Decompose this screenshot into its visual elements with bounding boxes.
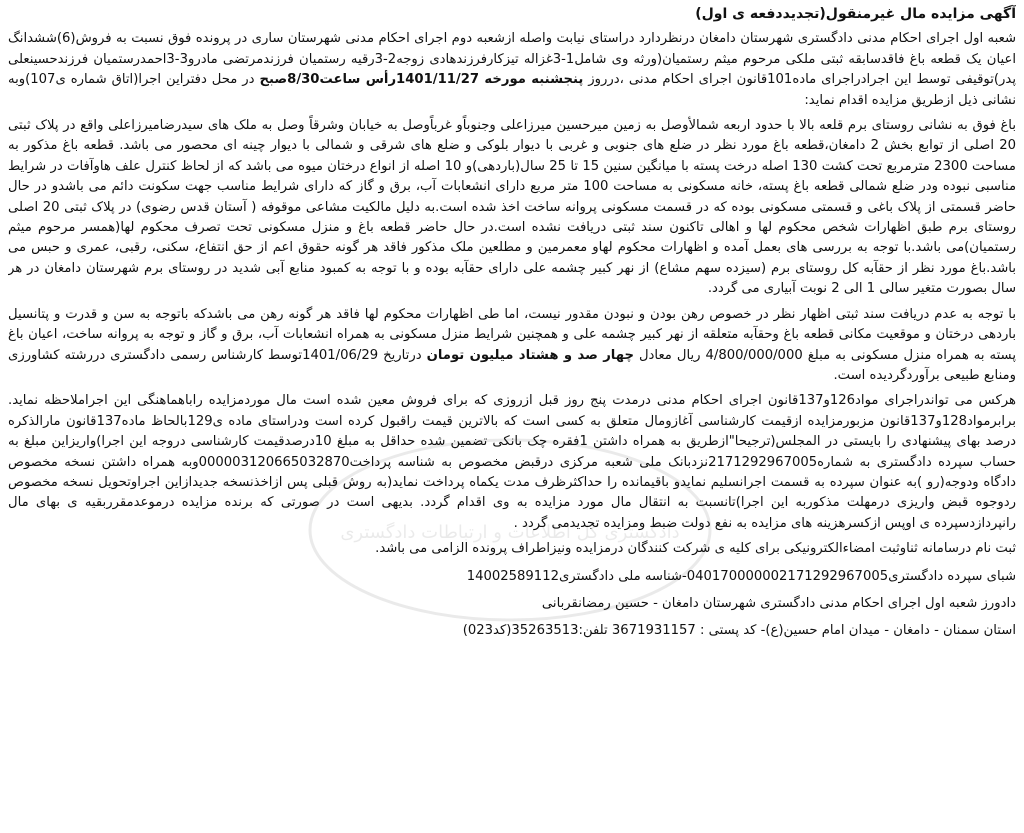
auction-date: پنجشنبه مورخه 1401/11/27رأس ساعت8/30صبح — [259, 72, 584, 88]
signer-line: دادورز شعبه اول اجرای احکام مدنی دادگستری شهرستان دامغان - حسین رمضانقربانی — [541, 595, 1016, 611]
valuation-text-end: درتاریخ 1401/06/29توسط کارشناس رسمی دادگستری دررشته کشاورزی ومنابع طبیعی برآوردگردیده است. — [8, 347, 1016, 383]
paragraph-intro — [8, 29, 1016, 111]
intro-text-end: در محل دفتراین اجرا(اتاق شماره ی107)وبه نشانی ذیل ازطریق مزایده اقدام نماید: — [8, 72, 1016, 108]
auction-notice — [8, 4, 1016, 829]
paragraph-property-description: باغ فوق به نشانی روستای برم قلعه بالا با حدود اربعه شمالأوصل به زمین میرحسین میرزاعلی وجنوباًو غرباًوصل به خیابان وشرقاً وصل به ملک های سیدرضامیرزاعلی واقع در پلاک ثبتی 20 اصلی از توابع بخش 2 دامغان،قطعه باغ مورد نظر در ضلع های جنوبی و غربی با دیوار بلوکی و ضلع های شرقی و شمالی با دیوار چینه ای محصور می باشد. قطعه باغ مذکور به مساحت 2300 مترمربع تحت کشت 130 اصله درخت پسته با میانگین سنین 15 تا 25 سال(باردهی)و 10 اصله از انواع درختان میوه می باشد که از لحاظ کنترل علف هاوآفات در شرایط مناسبی نبوده ودر ضلع شمالی قطعه باغ پسته، خانه مسکونی به مساحت 100 متر مربع دارای انشعابات آب، برق و گاز که دارای شرایط مناسب جهت سکونت دائم می باشدو در حال حاضر قسمتی از پلاک باغی و قسمتی مسکونی بوده که در قسمت مسکونی پروانه ساخت اخذ شده است.به دلیل مالکیت مشاعی موقوفه ( آستان قدس رضوی) در پلاک ثبتی 20 اصلی روستای برم طبق اظهارات شخص محکوم لها و اهالی تاکنون سند ثبتی دریافت نشده است.در حال حاضر قطعه باغ و منزل مسکونی تحت تصرف محکوم لها(همسر مرحوم میثم رستمیان)می باشد.با توجه به بررسی های بعمل آمده و اظهارات محکوم لهاو معمرمین و مطلعین ملک مذکور فاقد هر گونه حقوق اعم از حق انتفاع، سکنی، رقبی، عمری و حبس می باشد.باغ مورد نظر از حقآبه کل روستای برم (سیزده سهم مشاع) از نهر کبیر چشمه علی دارای حقآبه بوده و با توجه به کمبود منابع آبی شدید در روستای برم شهرستان دامغان در هر سال بصورت متغیر سالی 1 الی 2 نوبت آبیاری می گردد. — [8, 118, 1016, 297]
valuation-amount: چهار صد و هشتاد میلیون تومان — [426, 347, 634, 363]
intro-text: شعبه اول اجرای احکام مدنی دادگستری شهرستان دامغان درنظردارد دراستای نیابت واصله ازشعبه دوم اجرای احکام مدنی شهرستان ساری در پرونده فوق نسبت به فروش(6)ششدانگ اعیان یک قطعه باغ فاقدسابقه ثبتی ملکی مرحوم میثم رستمیان(ورثه وی شامل1-3غزاله تیزکارفرزندهادی زوجه2-3رقیه رستمیان فرزندمرتضی مادرو3-3احمدرستمیان فرزندحسینعلی پدر)توقیفی توسط این اجرادراجرای ماده101قانون اجرای احکام مدنی ،درروز — [8, 31, 1016, 88]
valuation-text: با توجه به عدم دریافت سند ثبتی اظهار نظر در خصوص رهن بودن و نبودن مقدور نیست، اما طی اظهارات محکوم لها فاقد هر گونه رهن می باشدکه باتوجه به سن و قدرت و پتانسیل باردهی درختان و موقعیت مکانی قطعه باغ وحقآبه متعلقه از نهر کبیر چشمه علی و همچنین شرایط منزل مسکونی به همراه انشعابات آب، برق و گاز و توجه به پروانه ساخت، اعیان باغ پسته به همراه منزل مسکونی به مبلغ 4/800/000/000 ریال معادل — [8, 306, 1016, 363]
watermark-text: دادگستری کل اطلاعات و ارتباطات دادگستری — [340, 522, 680, 543]
notice-title: آگهی مزایده مال غیرمنقول(تجدیددفعه ی اول) — [695, 6, 1016, 22]
paragraph-conditions: هرکس می تواندراجرای مواد126و137قانون اجرای احکام مدنی درمدت پنج روز قبل ازروزی که برای فروش معین شده است مال موردمزایده راباهماهنگی این اجراملاحظه نماید. برابرمواد128و137قانون مزبورمزایده ازقیمت کارشناسی آغازومال متعلق به کسی است که بالاترین قیمت راقبول کرده است ودراستای ماده ی129بالحاظ ماده137قانون مارالذکره درصد بهای پیشنهادی را بایستی در المجلس(ترجیحا"ازطریق به همراه داشتن 1فقره چک بانکی تضمین شده حداقل به مبلغ 10درصدقیمت کارشناسی دروجه این اجرا)واریزاین مبلغ به حساب سپرده دادگستری به شماره2171292967005نزدبانک ملی شعبه مرکزی درقبض مخصوص به شناسه پرداخت000003120665032870وبه همراه داشتن نسخه مخصوص دادگاه ودوجه(رو )به عنوان سپرده به قسمت اجرانسلیم نمایدو باقیمانده را حداکثرظرف مدت یکماه پرداخت نماید(به روش قبلی پس ازاخذنسخه جدیدازاین اجراوتحویل نسخه مخصوص ردوجوه قبض واریزی درمهلت مذکوربه این اجرا)تانسبت به انتقال مال مورد مزایده به وی اقدام گردد. بدیهی است در صورتی که برنده مزایده درموعدمقرربقیه ی بهای مال رانپردازدسپرده ی اوپس ازکسرهزینه های مزایده به نفع دولت ضبط ومزایده تجدیدمی گردد . — [8, 393, 1016, 531]
shaba-line: شبای سپرده دادگستری040170000002171292967005-شناسه ملی دادگستری14002589112 — [466, 568, 1016, 584]
address-line: استان سمنان - دامغان - میدان امام حسین(ع)- کد پستی : 3671931157 تلفن:35263513(کد023) — [462, 623, 1016, 639]
registration-note: ثبت نام درسامانه ثناوثبت امضاءالکترونیکی برای کلیه ی شرکت کنندگان درمزایده ونیزاطراف پرونده الزامی می باشد. — [375, 541, 1016, 557]
paragraph-valuation — [8, 305, 1016, 387]
